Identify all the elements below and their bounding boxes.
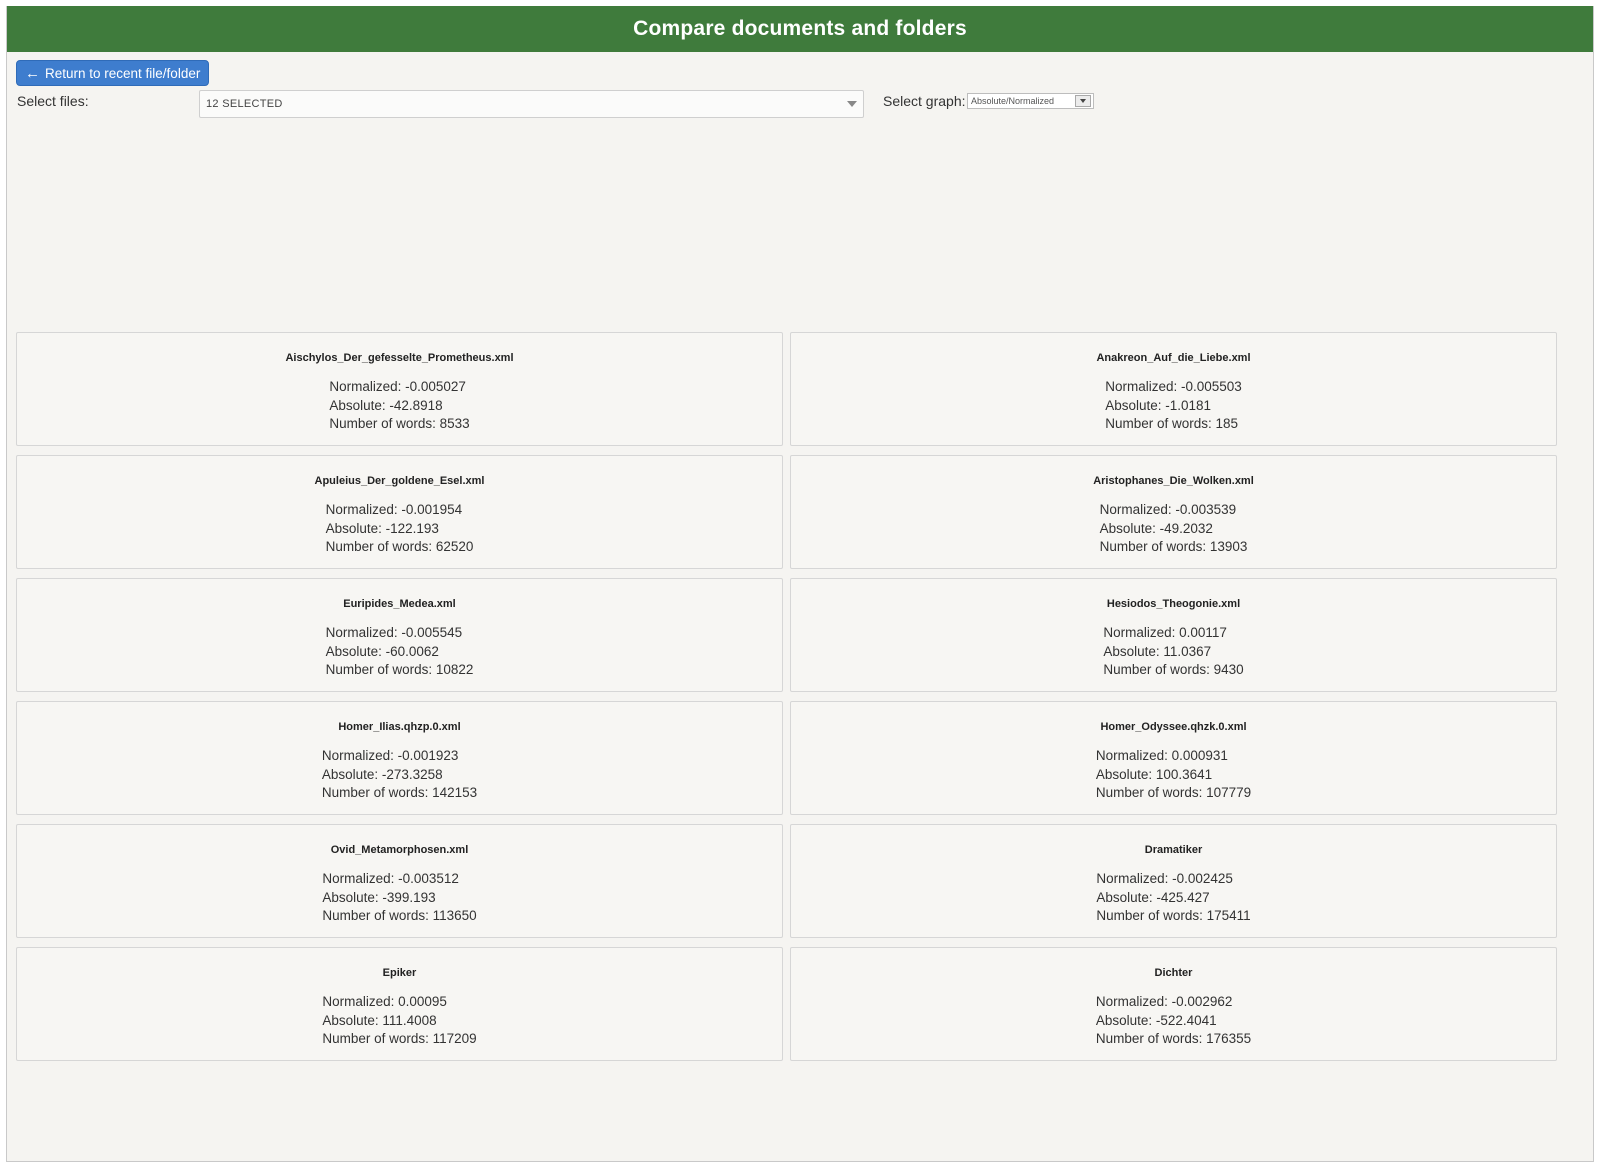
word-count: Number of words: 9430 [1103,662,1244,677]
select-files-label: Select files: [17,93,89,109]
normalized-value: Normalized: -0.003539 [1099,502,1237,517]
graph-selected-value: Absolute/Normalized [971,96,1055,106]
result-card [790,578,1557,692]
word-count: Number of words: 13903 [1099,539,1248,554]
results-grid [16,332,1557,1061]
arrow-left-icon: ← [25,64,40,82]
absolute-value: Absolute: -522.4041 [1095,1012,1217,1028]
card-title: Epiker [382,967,417,979]
normalized-value: Normalized: -0.002962 [1095,994,1233,1009]
card-title: Dramatiker [1144,844,1203,856]
card-title: Homer_Ilias.qhzp.0.xml [338,721,461,733]
return-button-label: Return to recent file/folder [45,65,201,81]
card-title: Hesiodos_Theogonie.xml [1106,598,1241,610]
card-stats [1096,993,1251,1049]
app-window [6,6,1594,1162]
page-title: Compare documents and folders [7,6,1593,52]
normalized-value: Normalized: -0.001954 [325,502,463,517]
absolute-value: Absolute: -399.193 [322,889,436,905]
normalized-value: Normalized: 0.000931 [1095,748,1228,763]
normalized-value: Normalized: -0.005545 [325,625,463,640]
absolute-value: Absolute: 111.4008 [322,1012,437,1028]
result-card [16,947,783,1061]
card-title: Anakreon_Auf_die_Liebe.xml [1096,352,1251,364]
absolute-value: Absolute: -122.193 [325,520,439,536]
word-count: Number of words: 10822 [325,662,474,677]
card-title: Homer_Odyssee.qhzk.0.xml [1100,721,1247,733]
word-count: Number of words: 175411 [1096,908,1251,923]
result-card [16,701,783,815]
card-title: Euripides_Medea.xml [343,598,456,610]
word-count: Number of words: 176355 [1095,1031,1252,1046]
result-card [790,332,1557,446]
normalized-value: Normalized: 0.00117 [1103,625,1227,640]
card-stats [1105,378,1242,434]
card-title: Dichter [1154,967,1193,979]
result-card [790,824,1557,938]
normalized-value: Normalized: -0.001923 [321,748,459,763]
result-card [16,824,783,938]
card-stats [322,870,476,926]
word-count: Number of words: 117209 [322,1031,477,1046]
normalized-value: Normalized: 0.00095 [322,994,447,1009]
chevron-down-icon [847,101,857,107]
result-card [790,455,1557,569]
normalized-value: Normalized: -0.005503 [1105,379,1242,394]
card-stats [1103,624,1243,680]
dropdown-button[interactable] [1075,95,1091,107]
graph-select[interactable] [967,93,1094,109]
result-card [16,332,783,446]
card-title: Apuleius_Der_goldene_Esel.xml [314,475,485,487]
card-stats [1096,747,1251,803]
word-count: Number of words: 142153 [321,785,478,800]
card-title: Aristophanes_Die_Wolken.xml [1093,475,1254,487]
absolute-value: Absolute: -273.3258 [321,766,443,782]
word-count: Number of words: 107779 [1095,785,1252,800]
absolute-value: Absolute: -49.2032 [1099,520,1213,536]
normalized-value: Normalized: -0.002425 [1096,871,1233,886]
absolute-value: Absolute: -1.0181 [1105,397,1212,413]
result-card [790,947,1557,1061]
card-stats [1100,501,1248,557]
word-count: Number of words: 62520 [325,539,474,554]
chevron-down-icon [1080,99,1086,103]
return-button[interactable] [16,60,209,86]
card-title: Ovid_Metamorphosen.xml [330,844,469,856]
files-multiselect[interactable] [199,90,864,118]
result-card [790,701,1557,815]
absolute-value: Absolute: -425.427 [1096,889,1210,905]
result-card [16,578,783,692]
card-stats [329,378,469,434]
card-stats [326,624,474,680]
result-card [16,455,783,569]
absolute-value: Absolute: -60.0062 [325,643,439,659]
word-count: Number of words: 185 [1105,416,1239,431]
word-count: Number of words: 8533 [329,416,470,431]
select-graph-label: Select graph: [883,93,966,109]
word-count: Number of words: 113650 [322,908,477,923]
card-stats [322,747,477,803]
card-title: Aischylos_Der_gefesselte_Prometheus.xml [285,352,514,364]
absolute-value: Absolute: -42.8918 [329,397,443,413]
normalized-value: Normalized: -0.005027 [329,379,466,394]
files-selected-value: 12 SELECTED [206,98,283,110]
card-stats [1096,870,1250,926]
absolute-value: Absolute: 11.0367 [1103,643,1212,659]
card-stats [326,501,474,557]
normalized-value: Normalized: -0.003512 [322,871,459,886]
absolute-value: Absolute: 100.3641 [1095,766,1213,782]
card-stats [322,993,476,1049]
